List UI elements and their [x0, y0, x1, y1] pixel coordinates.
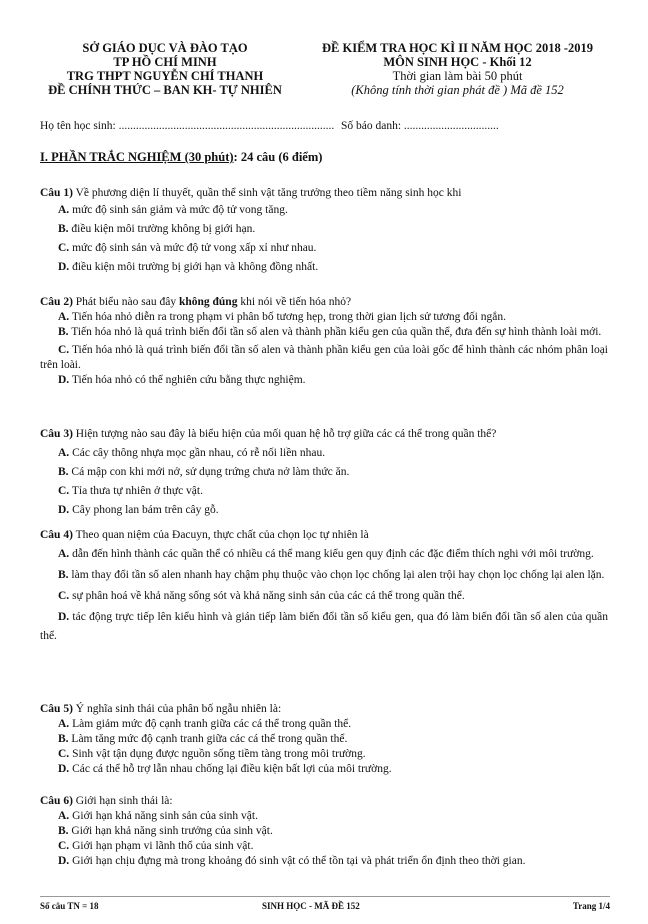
option-b: B. điều kiện môi trường không bị giới hạn. — [58, 223, 256, 235]
student-info — [40, 120, 615, 132]
option-a: A. Tiến hóa nhỏ diễn ra trong phạm vi phân bố tương hẹp, trong thời gian lịch sử tương đối ngắn. — [58, 311, 507, 323]
option-c: C. Tiến hóa nhỏ là quá trình biến đổi tần số alen và thành phần kiểu gen của loài gốc để hình thành các nhóm phân loại trên loài. — [40, 344, 608, 371]
option-c: C. mức độ sinh sản và mức độ tử vong xấp xỉ như nhau. — [58, 242, 317, 254]
exam-title: ĐỀ KIỂM TRA HỌC KÌ II NĂM HỌC 2018 -2019 — [322, 41, 593, 55]
question-number: Câu 4) — [40, 529, 73, 541]
section-detail: : 24 câu (6 điểm) — [233, 150, 323, 164]
question-2: Câu 2) Phát biểu nào sau đây không đúng khi nói về tiến hóa nhỏ? A. Tiến hóa nhỏ diễn ra trong phạm vi phân bố tương hẹp, trong thời gian lịch sử tương đối ngắn. B. Tiến hóa nhỏ là quá trình biến đổi tần số alen và thành phần kiểu gen của quần thể, đưa đến sự hình thành loài mới. C. Tiến hóa nhỏ là quá trình biến đổi tần số alen và thành phần kiểu gen của loài gốc để hình thành các nhóm phân loại trên loài. D. Tiến hóa nhỏ có thể nghiên cứu bằng thực nghiệm. — [40, 296, 608, 386]
question-number: Câu 2) — [40, 296, 73, 308]
question-1 — [40, 186, 608, 277]
option-c: C. Tỉa thưa tự nhiên ở thực vật. — [58, 485, 203, 497]
exam-note: (Không tính thời gian phát đề ) Mã đề 152 — [351, 83, 564, 97]
option-d: D. Giới hạn chịu đựng mà trong khoảng đó sinh vật có thể tồn tại và phát triển ổn định theo thời gian. — [58, 855, 526, 867]
exam-header — [305, 41, 610, 97]
option-d: D. Tiến hóa nhỏ có thể nghiên cứu bằng thực nghiệm. — [58, 374, 306, 386]
option-a: A. Làm giảm mức độ cạnh tranh giữa các cá thể trong quần thể. — [58, 718, 352, 730]
city-line: TP HỒ CHÍ MINH — [113, 55, 217, 69]
question-text: Theo quan niệm của Đacuyn, thực chất của chọn lọc tự nhiên là — [72, 529, 369, 541]
question-4 — [40, 528, 608, 646]
question-5 — [40, 702, 608, 777]
option-c: C. sự phân hoá về khả năng sống sót và khả năng sinh sản của các cá thể trong quần thể. — [58, 590, 465, 602]
option-d: D. điều kiện môi trường bị giới hạn và không đồng nhất. — [58, 261, 319, 273]
question-text: Giới hạn sinh thái là: — [72, 795, 173, 807]
question-number: Câu 5) — [40, 703, 73, 715]
option-a: A. Giới hạn khả năng sinh sản của sinh vật. — [58, 810, 258, 822]
footer-exam-code: SINH HỌC - MÃ ĐỀ 152 — [262, 901, 360, 911]
question-number: Câu 1) — [40, 187, 73, 199]
question-3 — [40, 427, 608, 520]
option-a: A. Các cây thông nhựa mọc gần nhau, có rễ nối liền nhau. — [58, 447, 326, 459]
option-b: B. Giới hạn khả năng sinh trưởng của sinh vật. — [58, 825, 273, 837]
option-b: B. Cá mập con khi mới nở, sử dụng trứng chưa nở làm thức ăn. — [58, 466, 350, 478]
section-heading: I. PHẦN TRẮC NGHIỆM (30 phút) — [40, 150, 234, 164]
section-title — [40, 150, 322, 165]
footer-page-number: Trang 1/4 — [572, 901, 610, 911]
option-b: B. Làm tăng mức độ cạnh tranh giữa các cá thể trong quần thể. — [58, 733, 348, 745]
student-name-field: Họ tên học sinh: ........................................................................... — [40, 120, 335, 132]
option-a: A. dẫn đến hình thành các quần thể có nhiều cá thể mang kiểu gen quy định các đặc điểm thích nghi với môi trường. — [58, 548, 594, 560]
school-line: TRG THPT NGUYỄN CHÍ THANH — [66, 69, 264, 83]
exam-time: Thời gian làm bài 50 phút — [392, 69, 523, 83]
question-text: Ý nghĩa sinh thái của phân bố ngẫu nhiên là: — [72, 703, 282, 715]
question-number: Câu 6) — [40, 795, 73, 807]
student-id-field: Số báo danh: ................................. — [341, 120, 499, 132]
official-line: ĐỀ CHÍNH THỨC – BAN KH- TỰ NHIÊN — [48, 83, 282, 97]
page-footer — [40, 896, 610, 911]
option-d: D. Các cá thể hỗ trợ lẫn nhau chống lại điều kiện bất lợi của môi trường. — [58, 763, 392, 775]
emphasis-text: không đúng — [178, 296, 238, 308]
question-number: Câu 3) — [40, 428, 73, 440]
department-line: SỞ GIÁO DỤC VÀ ĐÀO TẠO — [82, 41, 248, 55]
question-6 — [40, 794, 608, 869]
question-text: Hiện tượng nào sau đây là biểu hiện của mối quan hệ hỗ trợ giữa các cá thể trong quần thể? — [72, 428, 497, 440]
school-header — [40, 41, 290, 97]
option-c: C. Sinh vật tận dụng được nguồn sống tiềm tàng trong môi trường. — [58, 748, 366, 760]
question-text: Về phương diện lí thuyết, quần thể sinh vật tăng trưởng theo tiềm năng sinh học khi — [72, 187, 462, 199]
option-a: A. mức độ sinh sản giảm và mức độ tử vong tăng. — [58, 204, 288, 216]
option-b: B. làm thay đổi tần số alen nhanh hay chậm phụ thuộc vào chọn lọc chống lại alen trội hay chọn lọc chống lại alen lặn. — [58, 569, 605, 581]
option-b: B. Tiến hóa nhỏ là quá trình biến đổi tần số alen và thành phần kiểu gen của quần thể, đưa đến sự hình thành loài mới. — [58, 326, 602, 338]
exam-subject: MÔN SINH HỌC - Khối 12 — [383, 55, 532, 69]
option-d: D. Cây phong lan bám trên cây gỗ. — [58, 504, 219, 516]
option-c: C. Giới hạn phạm vi lãnh thổ của sinh vật. — [58, 840, 254, 852]
footer-question-count: Số câu TN = 18 — [40, 901, 99, 911]
option-d: D. tác động trực tiếp lên kiểu hình và gián tiếp làm biến đổi tần số kiểu gen, qua đó làm biến đổi tần số alen của quần thể. — [40, 611, 608, 642]
